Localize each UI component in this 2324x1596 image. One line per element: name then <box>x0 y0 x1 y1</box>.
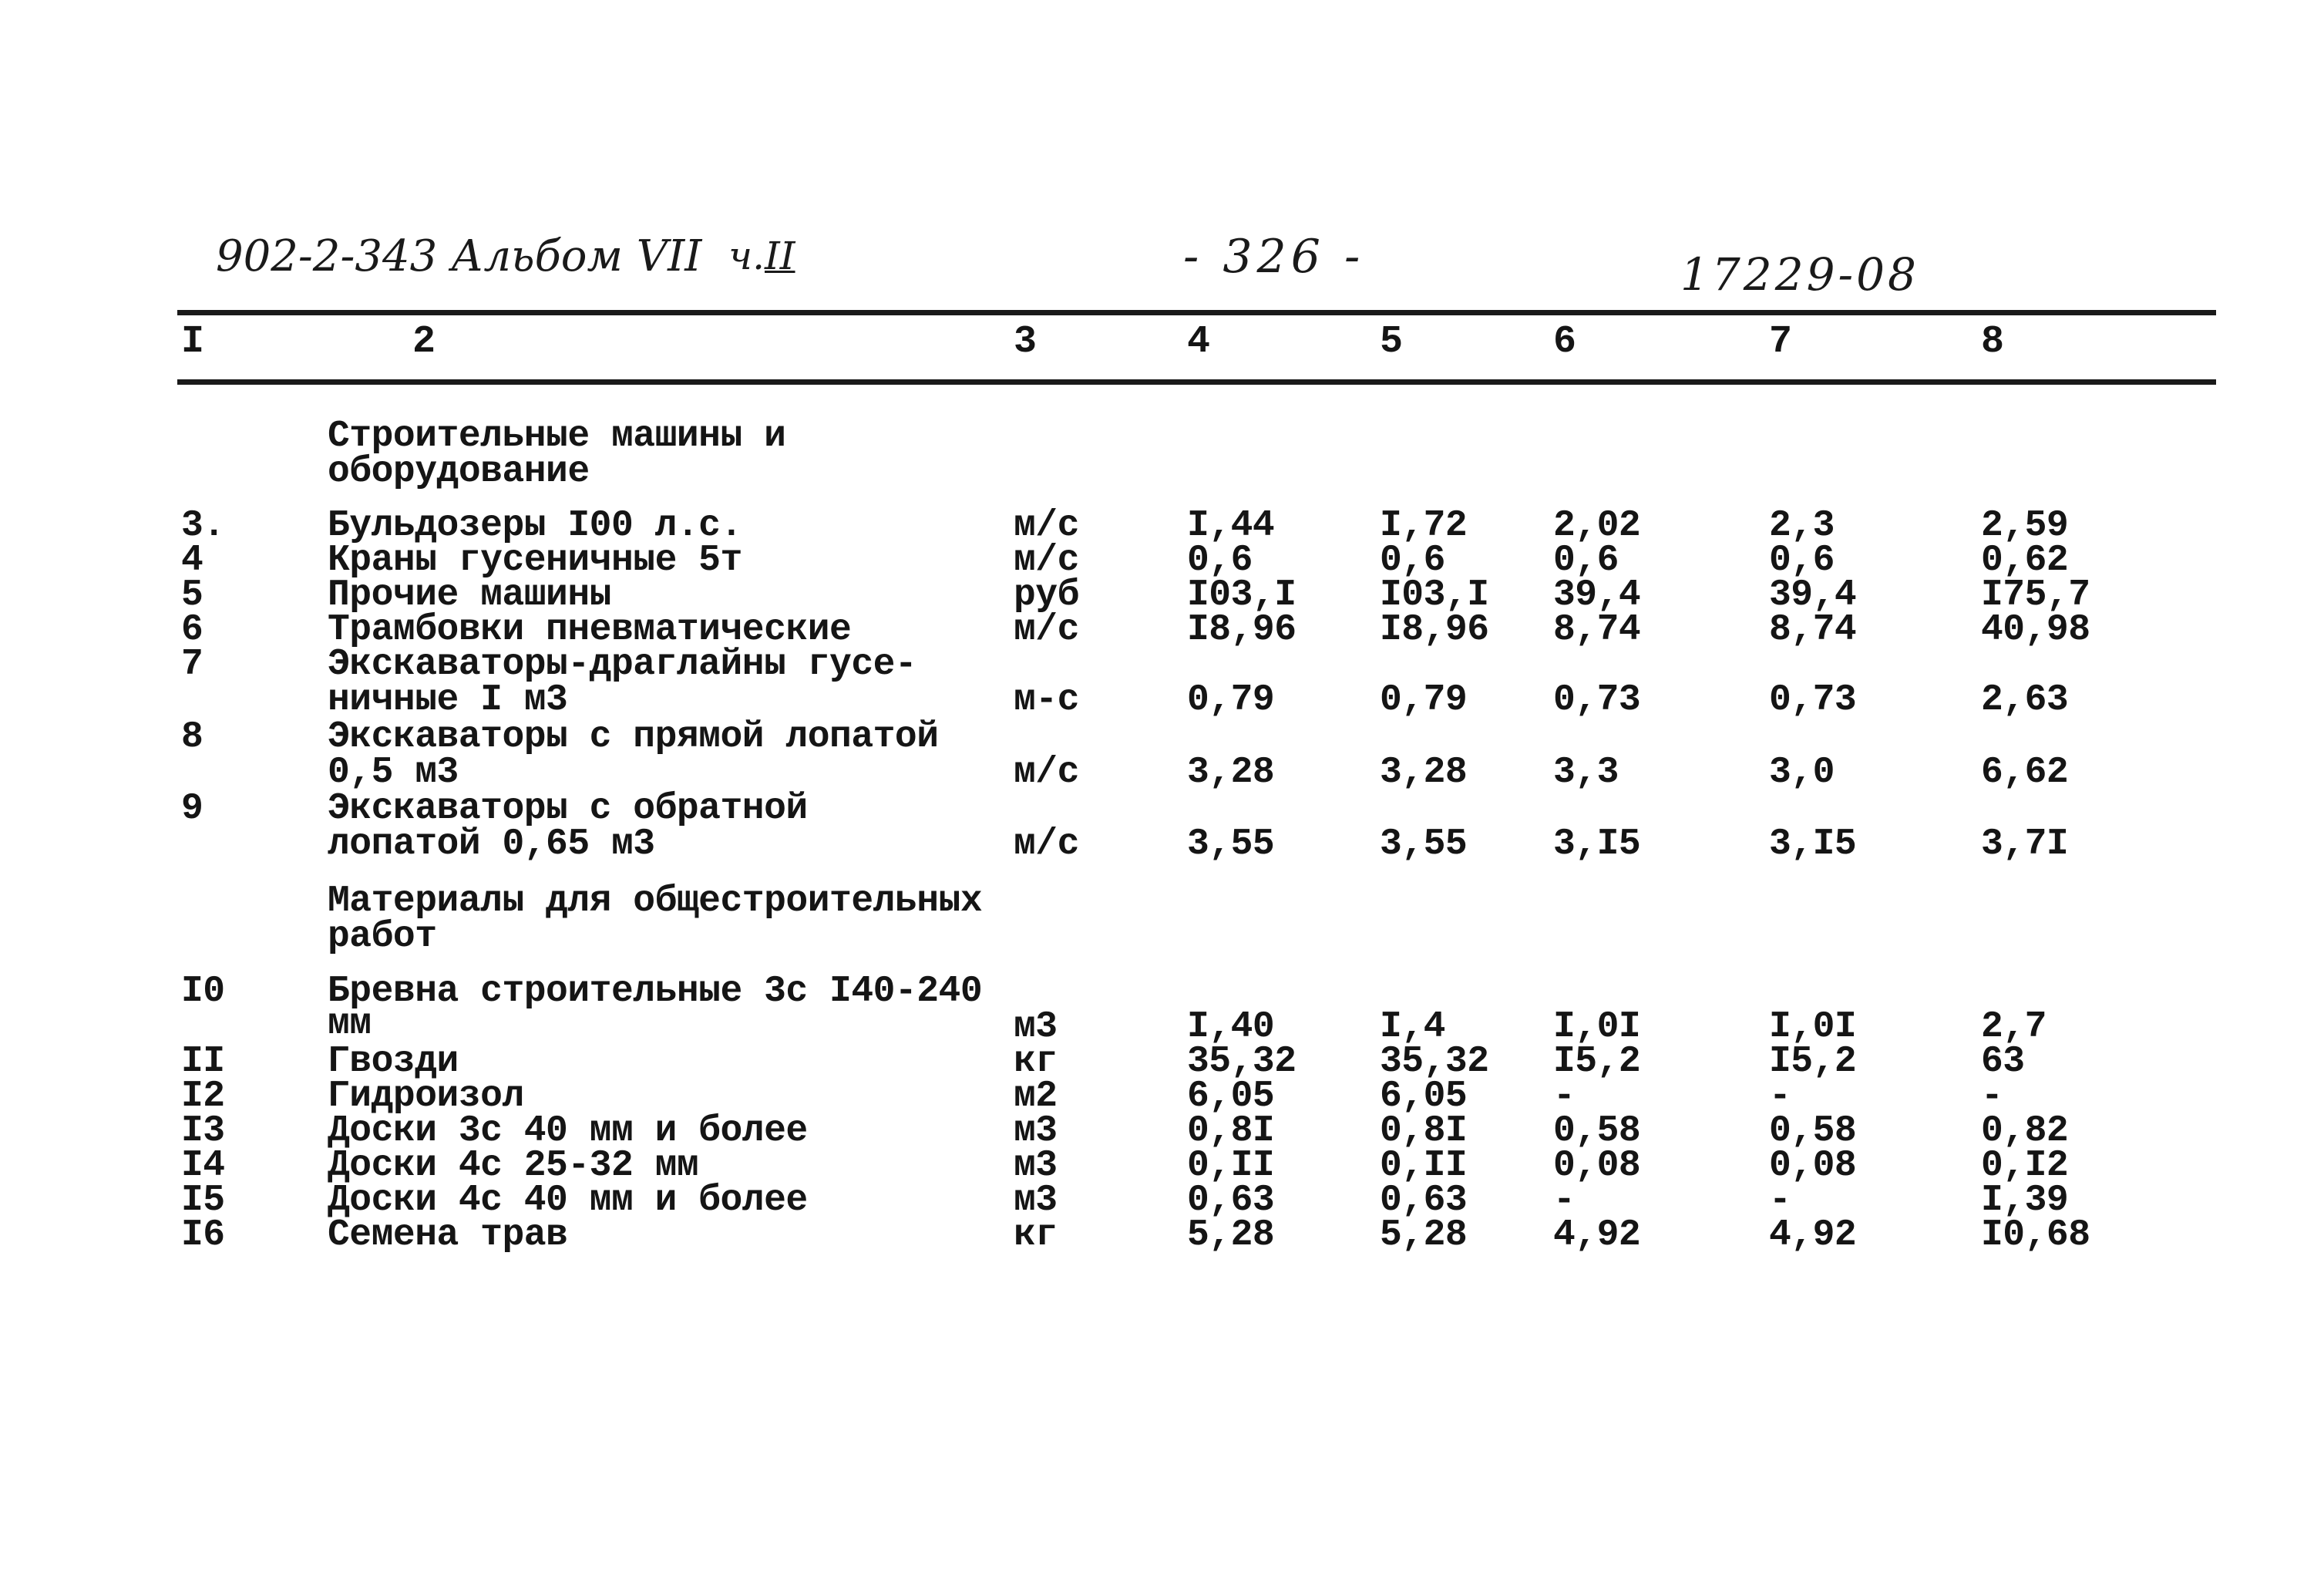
column-number-7: 7 <box>1769 320 1793 364</box>
row-value-col4: 0,6 <box>1187 540 1253 581</box>
row-value-col4: 35,32 <box>1187 1041 1297 1083</box>
row-value-col7: 4,92 <box>1769 1214 1857 1256</box>
row-name: Бульдозеры I00 л.с. <box>328 505 742 547</box>
row-unit: м/с <box>1014 752 1079 793</box>
row-value-col6: 3,3 <box>1553 752 1619 793</box>
row-value-col7: 8,74 <box>1769 609 1857 651</box>
row-value-col8: 6,62 <box>1981 752 2069 793</box>
row-index: 6 <box>181 609 203 651</box>
row-index: 9 <box>181 788 203 830</box>
row-value-col8: I,39 <box>1981 1180 2069 1221</box>
row-index: 8 <box>181 716 203 758</box>
row-name: Экскаваторы с обратной <box>328 788 808 830</box>
row-value-col7: - <box>1769 1076 1791 1117</box>
row-value-col5: 0,63 <box>1380 1180 1468 1221</box>
row-value-col7: 0,08 <box>1769 1145 1857 1187</box>
column-number-6: 6 <box>1553 320 1577 364</box>
row-name: лопатой 0,65 м3 <box>328 823 655 865</box>
row-index: I4 <box>181 1145 225 1187</box>
row-unit: м3 <box>1014 1145 1058 1187</box>
row-value-col4: 0,II <box>1187 1145 1275 1187</box>
row-value-col4: 3,55 <box>1187 823 1275 865</box>
row-value-col8: 0,I2 <box>1981 1145 2069 1187</box>
row-value-col8: 0,82 <box>1981 1110 2069 1152</box>
row-index: 5 <box>181 574 203 616</box>
row-value-col6: 0,08 <box>1553 1145 1641 1187</box>
row-value-col4: I,40 <box>1187 1006 1275 1048</box>
row-value-col7: 3,0 <box>1769 752 1835 793</box>
row-name: Доски 4с 40 мм и более <box>328 1180 808 1221</box>
row-value-col5: 0,8I <box>1380 1110 1468 1152</box>
row-unit: м3 <box>1014 1180 1058 1221</box>
row-value-col7: 0,73 <box>1769 679 1857 721</box>
row-value-col8: 3,7I <box>1981 823 2069 865</box>
row-index: I2 <box>181 1076 225 1117</box>
header-part-roman: II <box>765 234 795 278</box>
row-value-col5: 0,79 <box>1380 679 1468 721</box>
section-title: Материалы для общестроительных <box>328 880 983 922</box>
row-name: 0,5 м3 <box>328 752 459 793</box>
row-value-col6: 2,02 <box>1553 505 1641 547</box>
row-value-col8: 0,62 <box>1981 540 2069 581</box>
row-value-col5: I8,96 <box>1380 609 1489 651</box>
row-value-col4: 6,05 <box>1187 1076 1275 1117</box>
row-value-col6: I,0I <box>1553 1006 1641 1048</box>
row-value-col6: 8,74 <box>1553 609 1641 651</box>
row-unit: м/с <box>1014 540 1079 581</box>
section-title: оборудование <box>328 451 590 493</box>
row-value-col7: I5,2 <box>1769 1041 1857 1083</box>
sheet-code: 17229-08 <box>1680 248 1919 301</box>
row-value-col5: I,72 <box>1380 505 1468 547</box>
row-value-col7: - <box>1769 1180 1791 1221</box>
row-value-col6: 0,6 <box>1553 540 1619 581</box>
row-unit: м-с <box>1014 679 1079 721</box>
row-value-col7: I,0I <box>1769 1006 1857 1048</box>
row-unit: м2 <box>1014 1076 1058 1117</box>
row-value-col4: 0,8I <box>1187 1110 1275 1152</box>
row-value-col6: 0,58 <box>1553 1110 1641 1152</box>
row-value-col4: 5,28 <box>1187 1214 1275 1256</box>
row-unit: руб <box>1014 574 1079 616</box>
row-name: ничные I м3 <box>328 679 568 721</box>
row-value-col4: 0,63 <box>1187 1180 1275 1221</box>
row-index: I0 <box>181 971 225 1012</box>
row-value-col5: 35,32 <box>1380 1041 1489 1083</box>
table-header-rule <box>177 379 2216 385</box>
row-value-col8: - <box>1981 1076 2003 1117</box>
column-number-5: 5 <box>1380 320 1404 364</box>
row-unit: м3 <box>1014 1110 1058 1152</box>
section-title: работ <box>328 916 437 958</box>
row-name: Прочие машины <box>328 574 611 616</box>
row-value-col5: 3,28 <box>1380 752 1468 793</box>
row-value-col6: - <box>1553 1180 1576 1221</box>
row-unit: м/с <box>1014 505 1079 547</box>
row-value-col8: 2,63 <box>1981 679 2069 721</box>
header-doc-code: 902-2-343 Альбом VII <box>216 231 702 281</box>
row-value-col8: 2,59 <box>1981 505 2069 547</box>
column-number-3: 3 <box>1014 320 1038 364</box>
row-name: Экскаваторы-драглайны гусе- <box>328 644 917 685</box>
row-value-col4: I,44 <box>1187 505 1275 547</box>
table-top-rule <box>177 310 2216 315</box>
row-value-col4: I03,I <box>1187 574 1297 616</box>
row-value-col4: 0,79 <box>1187 679 1275 721</box>
row-name: Семена трав <box>328 1214 568 1256</box>
row-value-col8: I75,7 <box>1981 574 2090 616</box>
row-value-col5: I,4 <box>1380 1006 1445 1048</box>
row-value-col5: 5,28 <box>1380 1214 1468 1256</box>
row-value-col5: 3,55 <box>1380 823 1468 865</box>
column-number-1: I <box>181 320 205 364</box>
row-unit: м3 <box>1014 1006 1058 1048</box>
row-value-col6: - <box>1553 1076 1576 1117</box>
row-value-col7: 0,58 <box>1769 1110 1857 1152</box>
row-value-col7: 0,6 <box>1769 540 1835 581</box>
row-value-col5: I03,I <box>1380 574 1489 616</box>
row-value-col6: 39,4 <box>1553 574 1641 616</box>
row-name: Краны гусеничные 5т <box>328 540 742 581</box>
row-unit: м/с <box>1014 609 1079 651</box>
row-value-col5: 0,II <box>1380 1145 1468 1187</box>
header-part <box>728 234 795 278</box>
row-value-col6: 4,92 <box>1553 1214 1641 1256</box>
row-index: I6 <box>181 1214 225 1256</box>
row-value-col4: I8,96 <box>1187 609 1297 651</box>
row-value-col7: 39,4 <box>1769 574 1857 616</box>
row-index: 3. <box>181 505 225 547</box>
row-name: Гвозди <box>328 1041 459 1083</box>
row-name: Доски 3с 40 мм и более <box>328 1110 808 1152</box>
row-name: Экскаваторы с прямой лопатой <box>328 716 939 758</box>
section-title: Строительные машины и <box>328 416 786 457</box>
row-name: Доски 4с 25-32 мм <box>328 1145 699 1187</box>
row-name: мм <box>328 1003 372 1045</box>
row-name: Трамбовки пневматические <box>328 609 852 651</box>
row-value-col6: 3,I5 <box>1553 823 1641 865</box>
row-unit: кг <box>1014 1214 1058 1256</box>
row-value-col5: 6,05 <box>1380 1076 1468 1117</box>
column-number-8: 8 <box>1981 320 2005 364</box>
row-value-col8: 2,7 <box>1981 1006 2047 1048</box>
row-name: Гидроизол <box>328 1076 524 1117</box>
row-value-col8: 63 <box>1981 1041 2025 1083</box>
column-number-4: 4 <box>1187 320 1211 364</box>
row-unit: кг <box>1014 1041 1058 1083</box>
row-index: 4 <box>181 540 203 581</box>
row-index: I3 <box>181 1110 225 1152</box>
row-index: 7 <box>181 644 203 685</box>
row-value-col7: 3,I5 <box>1769 823 1857 865</box>
row-value-col8: I0,68 <box>1981 1214 2090 1256</box>
row-value-col4: 3,28 <box>1187 752 1275 793</box>
row-value-col6: I5,2 <box>1553 1041 1641 1083</box>
header-part-label: ч. <box>728 234 765 278</box>
row-value-col7: 2,3 <box>1769 505 1835 547</box>
row-index: II <box>181 1041 225 1083</box>
page-number: - 326 - <box>1183 230 1365 284</box>
column-number-2: 2 <box>412 320 436 364</box>
row-value-col8: 40,98 <box>1981 609 2090 651</box>
row-unit: м/с <box>1014 823 1079 865</box>
row-name: Бревна строительные 3с I40-240 <box>328 971 983 1012</box>
row-value-col6: 0,73 <box>1553 679 1641 721</box>
row-value-col5: 0,6 <box>1380 540 1445 581</box>
row-index: I5 <box>181 1180 225 1221</box>
